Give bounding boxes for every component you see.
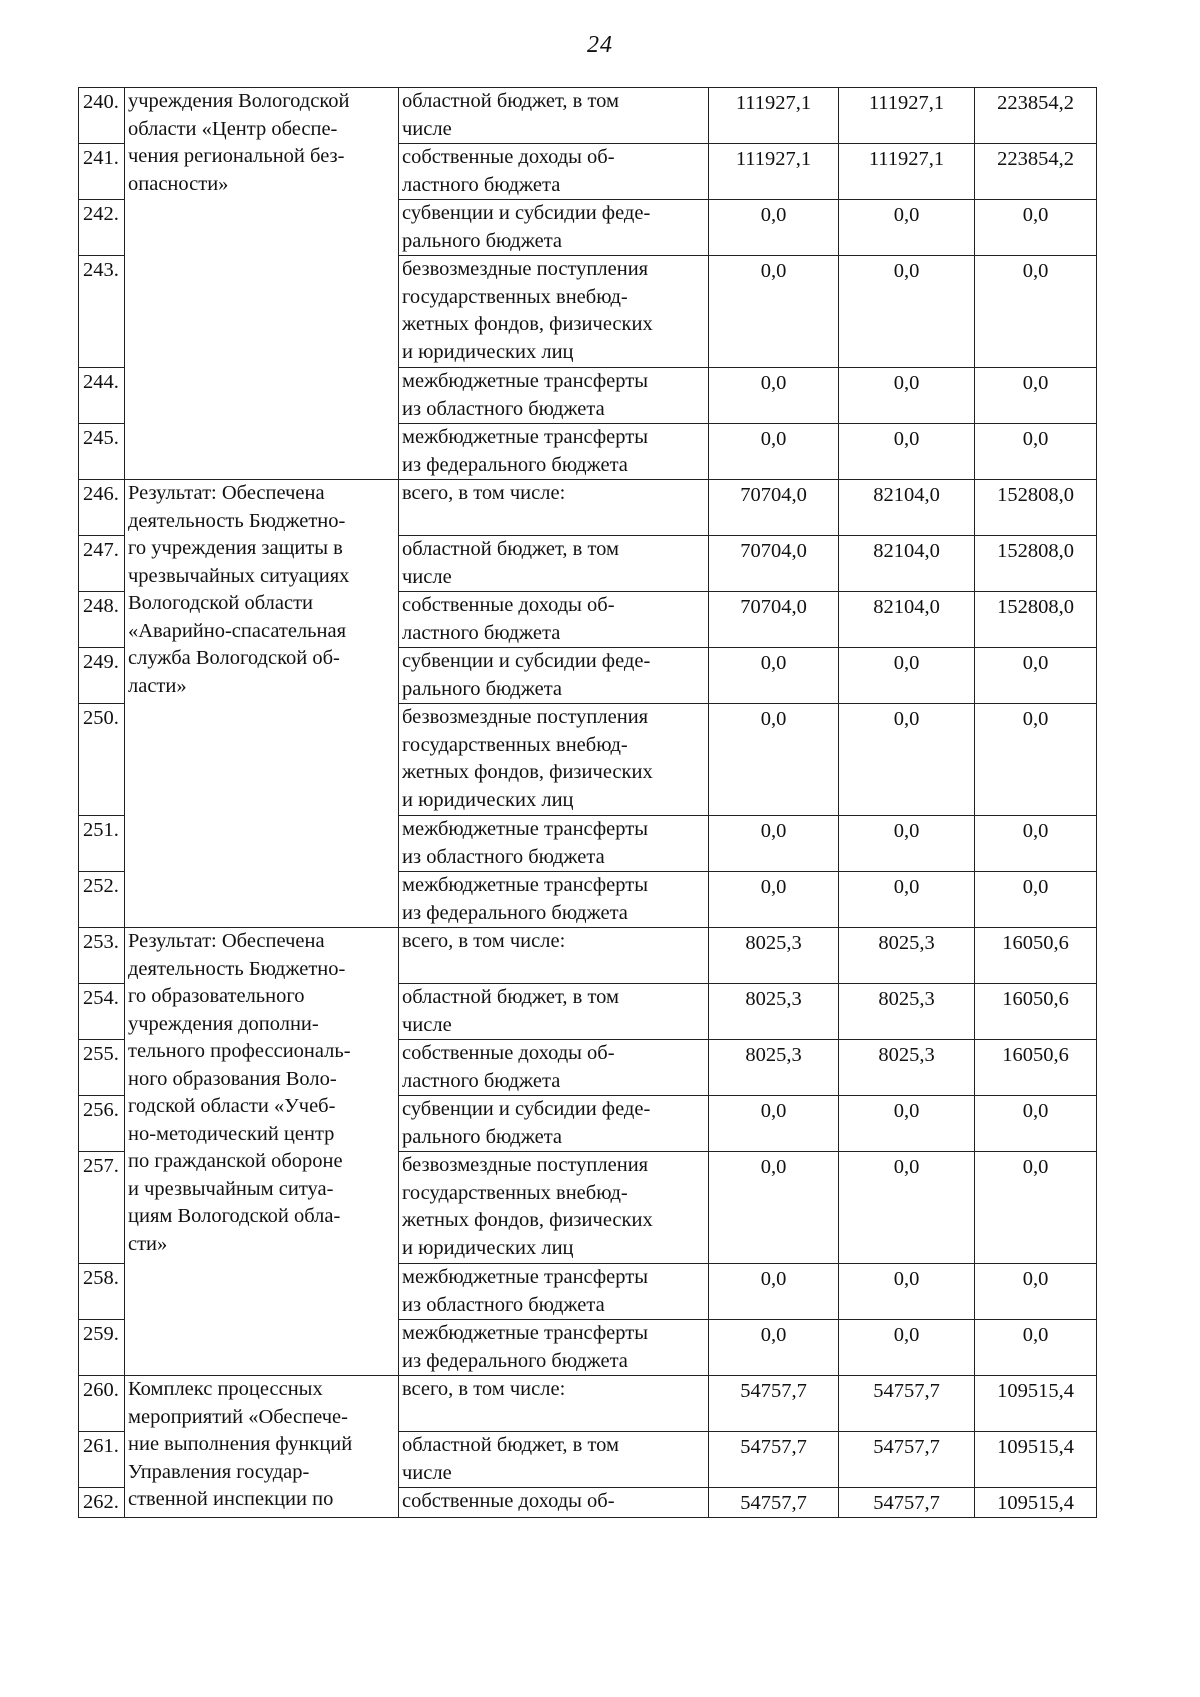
amount-year-2: 82104,0 [839, 536, 975, 592]
amount-year-3: 109515,4 [975, 1488, 1097, 1518]
amount-year-3: 0,0 [975, 648, 1097, 704]
funding-source: субвенции и субсидии феде- рального бюджета [399, 1096, 709, 1152]
amount-year-3: 0,0 [975, 368, 1097, 424]
funding-source: собственные доходы об- ластного бюджета [399, 144, 709, 200]
funding-source: межбюджетные трансферты из федерального бюджета [399, 1320, 709, 1376]
amount-year-2: 0,0 [839, 1152, 975, 1264]
amount-year-3: 0,0 [975, 256, 1097, 368]
amount-year-1: 0,0 [709, 1264, 839, 1320]
amount-year-3: 16050,6 [975, 1040, 1097, 1096]
amount-year-3: 16050,6 [975, 928, 1097, 984]
activity-name: Результат: Обеспечена деятельность Бюджетно- го образовательного учреждения дополни- тельного профессиональ- ного образования Воло- годской области «Учеб- но-методический центр по гражданской обороне и чрезвычайным ситуа- циям Вологодской обла- сти» [125, 928, 399, 1376]
amount-year-3: 152808,0 [975, 536, 1097, 592]
amount-year-2: 8025,3 [839, 1040, 975, 1096]
funding-source: межбюджетные трансферты из областного бюджета [399, 816, 709, 872]
amount-year-1: 0,0 [709, 256, 839, 368]
row-number: 262. [79, 1488, 125, 1518]
row-number: 240. [79, 88, 125, 144]
amount-year-2: 0,0 [839, 1264, 975, 1320]
funding-source: собственные доходы об- ластного бюджета [399, 1040, 709, 1096]
funding-source: субвенции и субсидии феде- рального бюджета [399, 648, 709, 704]
amount-year-2: 0,0 [839, 816, 975, 872]
table-row [79, 928, 1097, 984]
funding-source: всего, в том числе: [399, 1376, 709, 1432]
amount-year-3: 152808,0 [975, 592, 1097, 648]
amount-year-3: 0,0 [975, 872, 1097, 928]
amount-year-1: 0,0 [709, 368, 839, 424]
row-number: 260. [79, 1376, 125, 1432]
funding-source: межбюджетные трансферты из федерального бюджета [399, 424, 709, 480]
funding-source: собственные доходы об- [399, 1488, 709, 1518]
amount-year-3: 0,0 [975, 1320, 1097, 1376]
page-number: 24 [587, 32, 613, 58]
amount-year-1: 0,0 [709, 704, 839, 816]
row-number: 249. [79, 648, 125, 704]
amount-year-3: 0,0 [975, 1264, 1097, 1320]
row-number: 242. [79, 200, 125, 256]
funding-source: собственные доходы об- ластного бюджета [399, 592, 709, 648]
amount-year-2: 8025,3 [839, 928, 975, 984]
activity-name: учреждения Вологодской области «Центр обеспе- чения региональной без- опасности» [125, 88, 399, 480]
funding-source: областной бюджет, в том числе [399, 88, 709, 144]
table-row [79, 480, 1097, 536]
funding-source: областной бюджет, в том числе [399, 984, 709, 1040]
row-number: 247. [79, 536, 125, 592]
amount-year-2: 54757,7 [839, 1376, 975, 1432]
row-number: 254. [79, 984, 125, 1040]
funding-source: безвозмездные поступления государственных внебюд- жетных фондов, физических и юридических лиц [399, 256, 709, 368]
amount-year-2: 82104,0 [839, 592, 975, 648]
amount-year-2: 54757,7 [839, 1488, 975, 1518]
row-number: 253. [79, 928, 125, 984]
budget-table [78, 87, 1097, 1518]
amount-year-2: 0,0 [839, 368, 975, 424]
amount-year-3: 0,0 [975, 200, 1097, 256]
amount-year-1: 8025,3 [709, 928, 839, 984]
funding-source: субвенции и субсидии феде- рального бюджета [399, 200, 709, 256]
amount-year-2: 0,0 [839, 1320, 975, 1376]
amount-year-1: 8025,3 [709, 1040, 839, 1096]
amount-year-3: 152808,0 [975, 480, 1097, 536]
amount-year-1: 0,0 [709, 1096, 839, 1152]
funding-source: безвозмездные поступления государственных внебюд- жетных фондов, физических и юридических лиц [399, 1152, 709, 1264]
activity-name: Результат: Обеспечена деятельность Бюджетно- го учреждения защиты в чрезвычайных ситуациях Вологодской области «Аварийно-спасательная служба Вологодской об- ласти» [125, 480, 399, 928]
amount-year-1: 0,0 [709, 816, 839, 872]
funding-source: областной бюджет, в том числе [399, 1432, 709, 1488]
amount-year-3: 0,0 [975, 1096, 1097, 1152]
funding-source: всего, в том числе: [399, 480, 709, 536]
row-number: 261. [79, 1432, 125, 1488]
amount-year-2: 0,0 [839, 200, 975, 256]
row-number: 255. [79, 1040, 125, 1096]
amount-year-1: 8025,3 [709, 984, 839, 1040]
amount-year-2: 0,0 [839, 704, 975, 816]
row-number: 244. [79, 368, 125, 424]
amount-year-3: 0,0 [975, 424, 1097, 480]
amount-year-1: 0,0 [709, 648, 839, 704]
activity-name: Комплекс процессных мероприятий «Обеспече- ние выполнения функций Управления государ- ственной инспекции по [125, 1376, 399, 1518]
row-number: 259. [79, 1320, 125, 1376]
amount-year-1: 0,0 [709, 424, 839, 480]
row-number: 252. [79, 872, 125, 928]
funding-source: межбюджетные трансферты из областного бюджета [399, 1264, 709, 1320]
row-number: 248. [79, 592, 125, 648]
row-number: 246. [79, 480, 125, 536]
row-number: 243. [79, 256, 125, 368]
amount-year-3: 109515,4 [975, 1376, 1097, 1432]
row-number: 257. [79, 1152, 125, 1264]
amount-year-2: 0,0 [839, 256, 975, 368]
amount-year-1: 54757,7 [709, 1376, 839, 1432]
amount-year-1: 0,0 [709, 200, 839, 256]
funding-source: областной бюджет, в том числе [399, 536, 709, 592]
amount-year-1: 54757,7 [709, 1432, 839, 1488]
funding-source: межбюджетные трансферты из областного бюджета [399, 368, 709, 424]
amount-year-3: 16050,6 [975, 984, 1097, 1040]
amount-year-1: 70704,0 [709, 592, 839, 648]
amount-year-3: 0,0 [975, 816, 1097, 872]
amount-year-2: 0,0 [839, 1096, 975, 1152]
row-number: 245. [79, 424, 125, 480]
table-row [79, 1376, 1097, 1432]
amount-year-1: 54757,7 [709, 1488, 839, 1518]
amount-year-3: 223854,2 [975, 144, 1097, 200]
amount-year-1: 0,0 [709, 1320, 839, 1376]
funding-source: всего, в том числе: [399, 928, 709, 984]
amount-year-3: 223854,2 [975, 88, 1097, 144]
row-number: 241. [79, 144, 125, 200]
amount-year-3: 109515,4 [975, 1432, 1097, 1488]
amount-year-2: 0,0 [839, 424, 975, 480]
table-row [79, 88, 1097, 144]
amount-year-2: 0,0 [839, 648, 975, 704]
row-number: 251. [79, 816, 125, 872]
amount-year-1: 70704,0 [709, 480, 839, 536]
funding-source: безвозмездные поступления государственных внебюд- жетных фондов, физических и юридических лиц [399, 704, 709, 816]
amount-year-1: 111927,1 [709, 88, 839, 144]
amount-year-2: 8025,3 [839, 984, 975, 1040]
amount-year-2: 0,0 [839, 872, 975, 928]
amount-year-2: 111927,1 [839, 144, 975, 200]
row-number: 258. [79, 1264, 125, 1320]
funding-source: межбюджетные трансферты из федерального бюджета [399, 872, 709, 928]
amount-year-2: 82104,0 [839, 480, 975, 536]
amount-year-3: 0,0 [975, 704, 1097, 816]
amount-year-1: 111927,1 [709, 144, 839, 200]
amount-year-2: 111927,1 [839, 88, 975, 144]
amount-year-2: 54757,7 [839, 1432, 975, 1488]
row-number: 256. [79, 1096, 125, 1152]
amount-year-1: 70704,0 [709, 536, 839, 592]
amount-year-3: 0,0 [975, 1152, 1097, 1264]
amount-year-1: 0,0 [709, 872, 839, 928]
row-number: 250. [79, 704, 125, 816]
amount-year-1: 0,0 [709, 1152, 839, 1264]
